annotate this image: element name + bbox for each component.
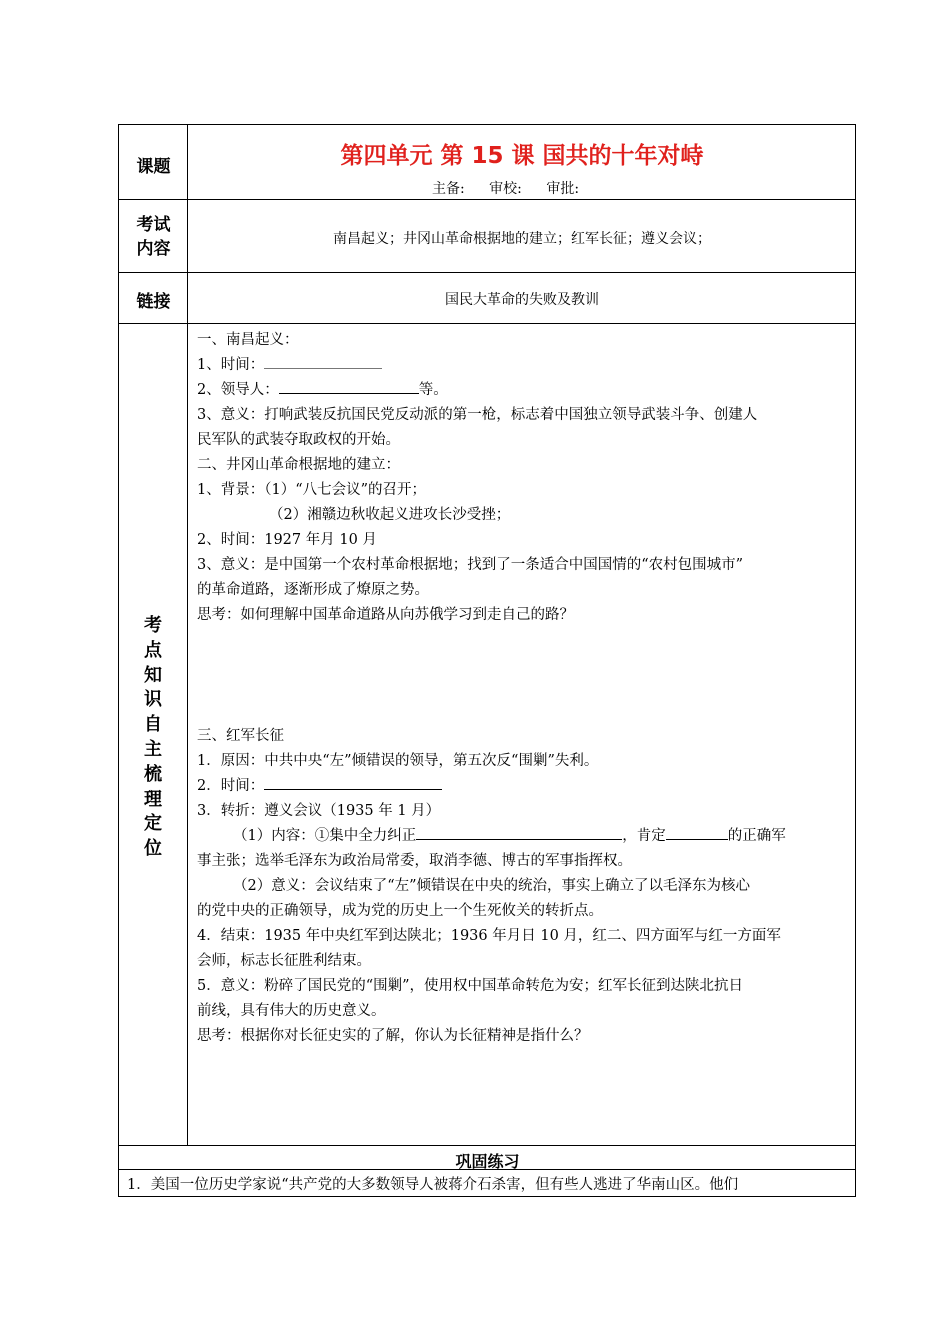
content-line: 民军队的武装夺取政权的开始。 <box>197 432 400 448</box>
label-char: 定 <box>144 813 162 835</box>
fill-blank[interactable] <box>264 775 442 790</box>
exam-label-line1: 考试 <box>136 215 171 235</box>
content-line: 1、背景：（1）“八七会议”的召开； <box>197 482 427 498</box>
topic-label: 课题 <box>136 157 171 177</box>
knowledge-label <box>138 614 168 862</box>
content-line <box>233 824 786 845</box>
exam-label <box>119 213 188 261</box>
table-row-divider <box>118 323 856 324</box>
label-char: 主 <box>144 738 162 760</box>
content-line: 3、意义：是中国第一个农村革命根据地；找到了一条适合中国国情的“农村包围城市” <box>197 557 744 573</box>
content-line: （2）意义：会议结束了“左”倾错误在中央的统治，事实上确立了以毛泽东为核心 <box>233 878 751 894</box>
section-heading: 一、南昌起义： <box>197 332 299 348</box>
meta-reviewer: 审校: <box>489 181 522 197</box>
link-label: 链接 <box>136 292 171 312</box>
table-column-divider <box>187 124 188 1146</box>
label-char: 位 <box>144 838 162 860</box>
meta-preparer: 主备: <box>432 181 465 197</box>
exam-content: 南昌起义；井冈山革命根据地的建立；红军长征；遵义会议； <box>333 231 711 247</box>
content-line <box>197 774 442 795</box>
content-text: 2、领导人： <box>197 382 279 398</box>
table-row-divider <box>118 1145 856 1146</box>
exam-label-line2: 内容 <box>136 239 171 259</box>
fill-blank[interactable] <box>264 354 382 369</box>
label-char: 考 <box>144 615 162 636</box>
preparer-meta <box>432 178 599 198</box>
label-char: 点 <box>144 639 162 661</box>
table-row-divider <box>118 272 856 273</box>
content-line: 4．结束：1935 年中央红军到达陕北；1936 年月日 10 月，红二、四方面军与红一方面军 <box>197 928 781 944</box>
meta-approver: 审批: <box>546 181 580 197</box>
section-heading: 三、红军长征 <box>197 728 284 744</box>
content-line: 1．原因：中共中央“左”倾错误的领导，第五次反“围剿”失利。 <box>197 753 599 769</box>
content-text: 的正确军 <box>727 828 786 844</box>
practice-title: 巩固练习 <box>455 1152 520 1171</box>
content-text: 1、时间： <box>197 357 265 373</box>
label-char: 识 <box>144 689 162 711</box>
content-line: （2）湘赣边秋收起义进攻长沙受挫； <box>269 507 511 523</box>
content-line: 会师，标志长征胜利结束。 <box>197 953 371 969</box>
think-question: 思考：根据你对长征史实的了解，你认为长征精神是指什么？ <box>197 1028 589 1044</box>
label-char: 自 <box>144 714 162 736</box>
content-line: 3、意义：打响武装反抗国民党反动派的第一枪，标志着中国独立领导武装斗争、创建人 <box>197 407 758 423</box>
content-text: （1）内容：①集中全力纠正 <box>233 828 417 844</box>
content-line <box>197 378 448 399</box>
content-line: 5．意义：粉碎了国民党的“围剿”，使用权中国革命转危为安；红军长征到达陕北抗日 <box>197 978 744 994</box>
table-row-divider <box>118 199 856 200</box>
content-line: 前线，具有伟大的历史意义。 <box>197 1003 386 1019</box>
section-heading: 二、井冈山革命根据地的建立： <box>197 457 400 473</box>
lesson-title: 第四单元 第 15 课 国共的十年对峙 <box>340 143 704 169</box>
label-char: 梳 <box>144 763 162 785</box>
content-line <box>197 353 382 374</box>
fill-blank[interactable] <box>666 825 728 840</box>
label-char: 理 <box>144 788 162 810</box>
label-char: 知 <box>144 664 162 686</box>
content-line: 的党中央的正确领导，成为党的历史上一个生死攸关的转折点。 <box>197 903 603 919</box>
content-text: ，肯定 <box>622 828 666 844</box>
fill-blank[interactable] <box>416 825 622 840</box>
fill-blank[interactable] <box>279 379 419 394</box>
content-line: 的革命道路，逐渐形成了燎原之势。 <box>197 582 429 598</box>
think-question: 思考：如何理解中国革命道路从向苏俄学习到走自己的路？ <box>197 607 574 623</box>
content-line: 2、时间：1927 年月 10 月 <box>197 532 377 548</box>
link-content: 国民大革命的失败及教训 <box>445 292 599 308</box>
practice-question-1: 1．美国一位历史学家说“共产党的大多数领导人被蒋介石杀害，但有些人逃进了华南山区。他们 <box>127 1177 739 1193</box>
content-line: 事主张；选举毛泽东为政治局常委，取消李德、博古的军事指挥权。 <box>197 853 632 869</box>
content-line: 3．转折：遵义会议（1935 年 1 月） <box>197 803 441 819</box>
content-text: 等。 <box>418 382 448 398</box>
content-text: 2．时间： <box>197 778 265 794</box>
